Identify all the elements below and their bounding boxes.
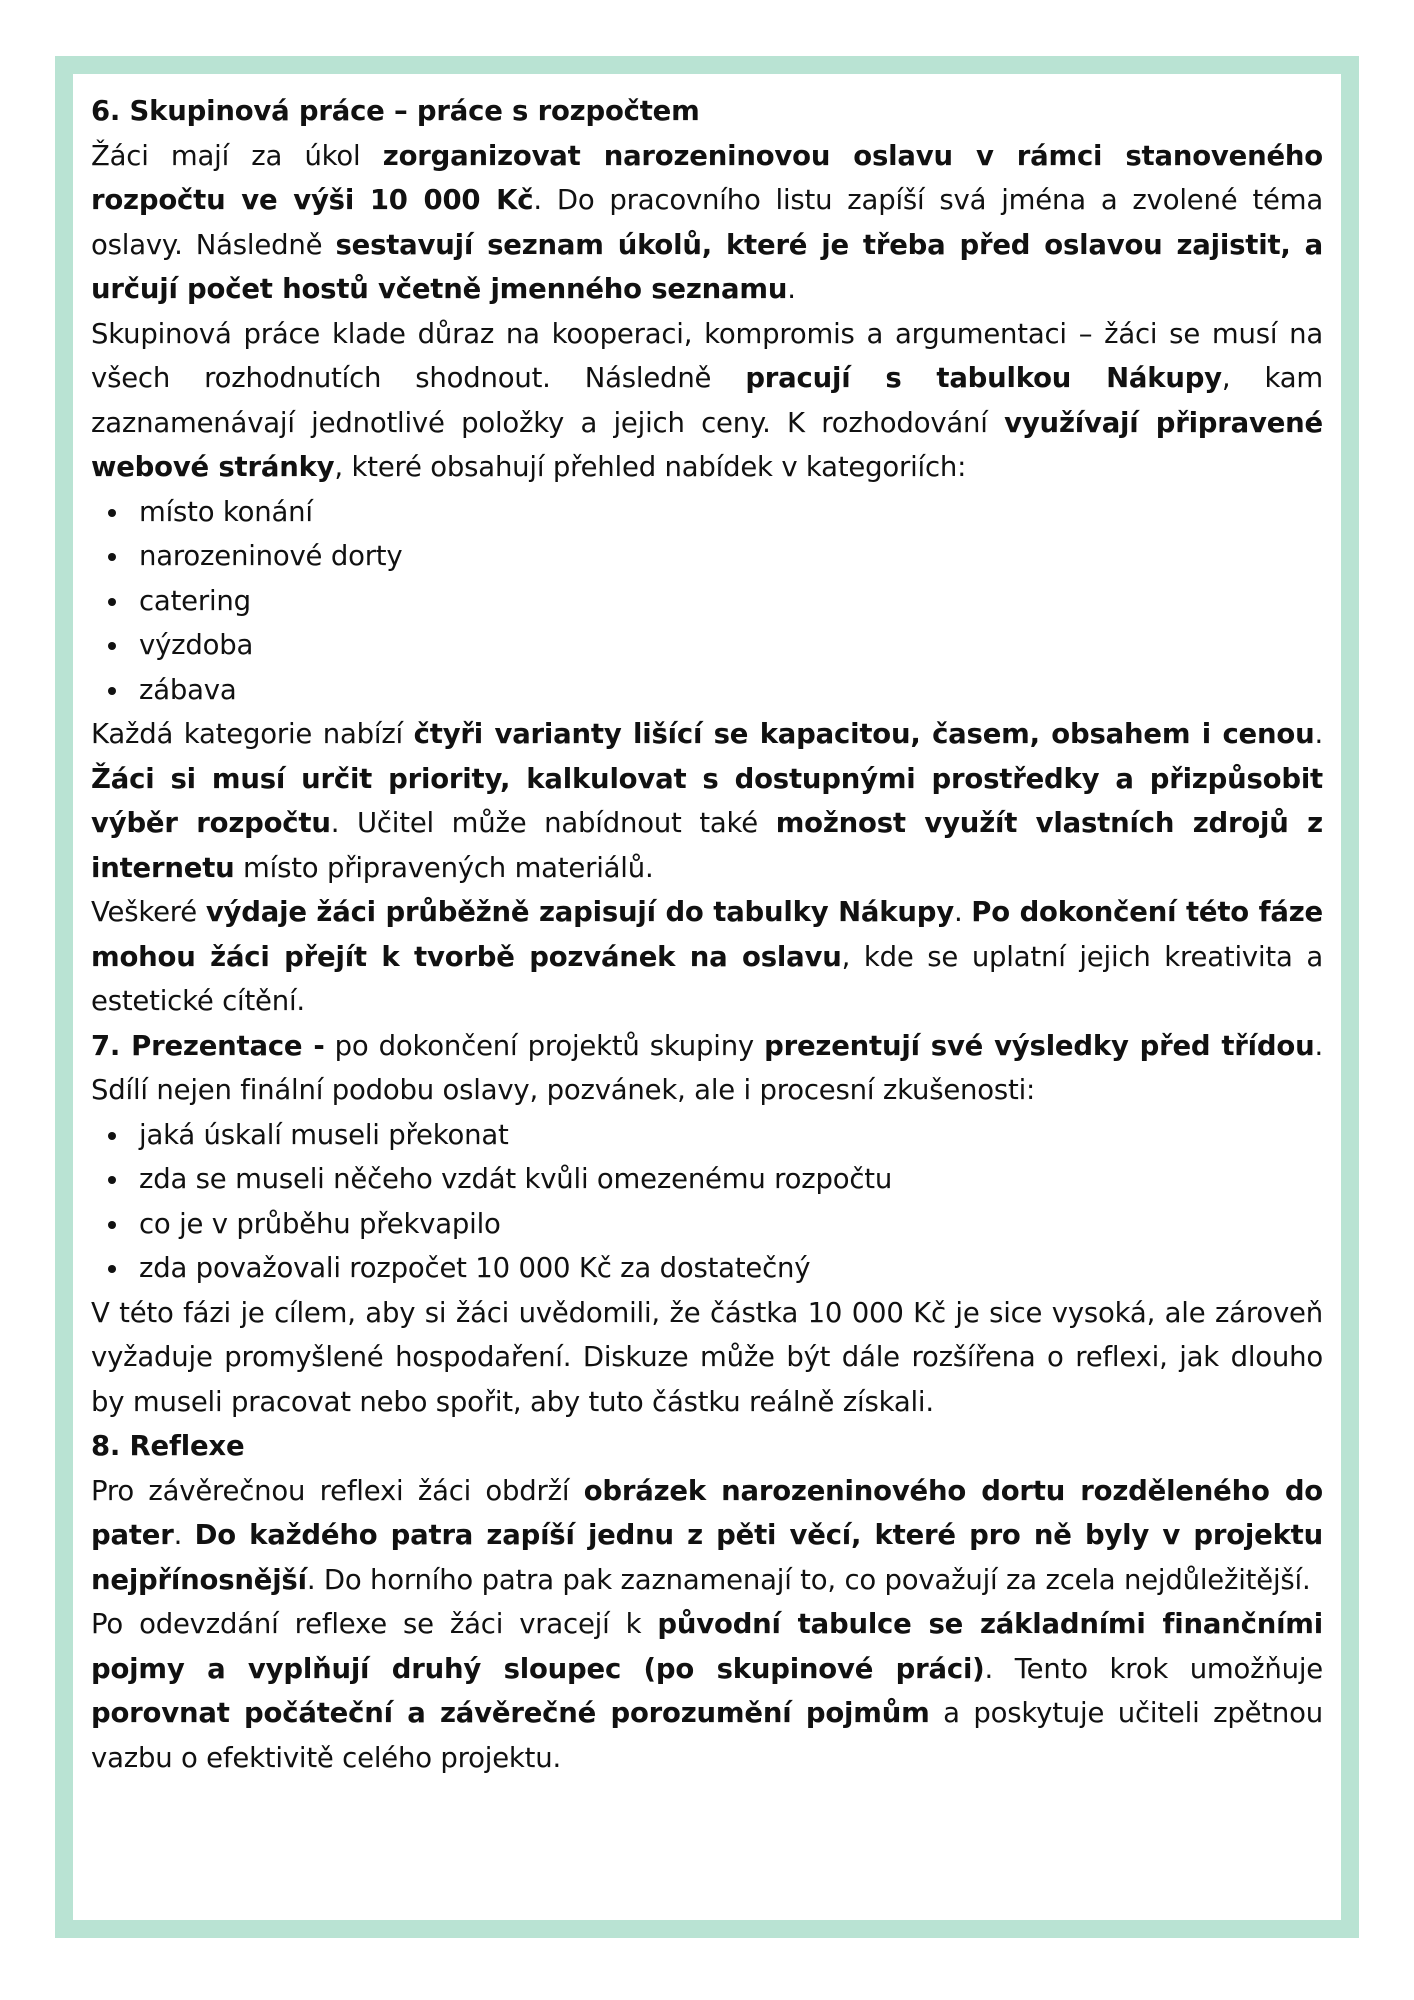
section-8-heading: 8. Reflexe — [91, 1430, 245, 1462]
list-item: zda považovali rozpočet 10 000 Kč za dostatečný — [139, 1246, 1323, 1291]
list-item: výzdoba — [139, 623, 1323, 668]
section-6-heading: 6. Skupinová práce – práce s rozpočtem — [91, 95, 700, 127]
section-8-paragraph-2: Po odevzdání reflexe se žáci vracejí k původní tabulce se základními finančními pojmy a vyplňují druhý sloupec (po skupinové práci). Tento krok umožňuje porovnat počáteční a závěrečné porozumění pojmům a poskytuje učiteli zpětnou vazbu o efektivitě celého projektu. — [91, 1608, 1323, 1774]
section-7-paragraph-2: V této fázi je cílem, aby si žáci uvědomili, že částka 10 000 Kč je sice vysoká, ale zároveň vyžaduje promyšlené hospodaření. Diskuze může být dále rozšířena o reflexi, jak dlouho by museli pracovat nebo spořit, aby tuto částku reálně získali. — [91, 1296, 1323, 1418]
list-item: co je v průběhu překvapilo — [139, 1202, 1323, 1247]
section-6-paragraph-1: Žáci mají za úkol zorganizovat narozeninovou oslavu v rámci stanoveného rozpočtu ve výši 10 000 Kč. Do pracovního listu zapíší svá jména a zvolené téma oslavy. Následně sestavují seznam úkolů, které je třeba před oslavou zajistit, a určují počet hostů včetně jmenného seznamu. — [91, 139, 1323, 305]
list-item: narozeninové dorty — [139, 534, 1323, 579]
list-item: zda se museli něčeho vzdát kvůli omezenému rozpočtu — [139, 1157, 1323, 1202]
section-6-paragraph-4: Veškeré výdaje žáci průběžně zapisují do tabulky Nákupy. Po dokončení této fáze mohou žáci přejít k tvorbě pozvánek na oslavu, kde se uplatní jejich kreativita a estetické cítění. — [91, 896, 1323, 1017]
list-item: místo konání — [139, 490, 1323, 535]
section-6-paragraph-3: Každá kategorie nabízí čtyři varianty lišící se kapacitou, časem, obsahem i cenou. Žáci si musí určit priority, kalkulovat s dostupnými prostředky a přizpůsobit výběr rozpočtu. Učitel může nabídnout také možnost využít vlastních zdrojů z internetu místo připravených materiálů. — [91, 718, 1323, 884]
list-item: jaká úskalí museli překonat — [139, 1113, 1323, 1158]
document-body — [91, 89, 1323, 1780]
category-list — [91, 490, 1323, 713]
section-8-paragraph-1: Pro závěrečnou reflexi žáci obdrží obrázek narozeninového dortu rozděleného do pater. Do každého patra zapíší jednu z pěti věcí, které pro ně byly v projektu nejpřínosnější. Do horního patra pak zaznamenají to, co považují za zcela nejdůležitější. — [91, 1474, 1323, 1596]
section-7-paragraph-1: 7. Prezentace - po dokončení projektů skupiny prezentují své výsledky před třídou. Sdílí nejen finální podobu oslavy, pozvánek, ale i procesní zkušenosti: — [91, 1029, 1323, 1106]
section-7-heading: 7. Prezentace - — [91, 1029, 325, 1062]
experience-list — [91, 1113, 1323, 1291]
section-6-paragraph-2: Skupinová práce klade důraz na kooperaci, kompromis a argumentaci – žáci se musí na všech rozhodnutích shodnout. Následně pracují s tabulkou Nákupy, kam zaznamenávají jednotlivé položky a jejich ceny. K rozhodování využívají připravené webové stránky, které obsahují přehled nabídek v kategoriích: — [91, 317, 1324, 483]
list-item: catering — [139, 579, 1323, 624]
list-item: zábava — [139, 668, 1323, 713]
